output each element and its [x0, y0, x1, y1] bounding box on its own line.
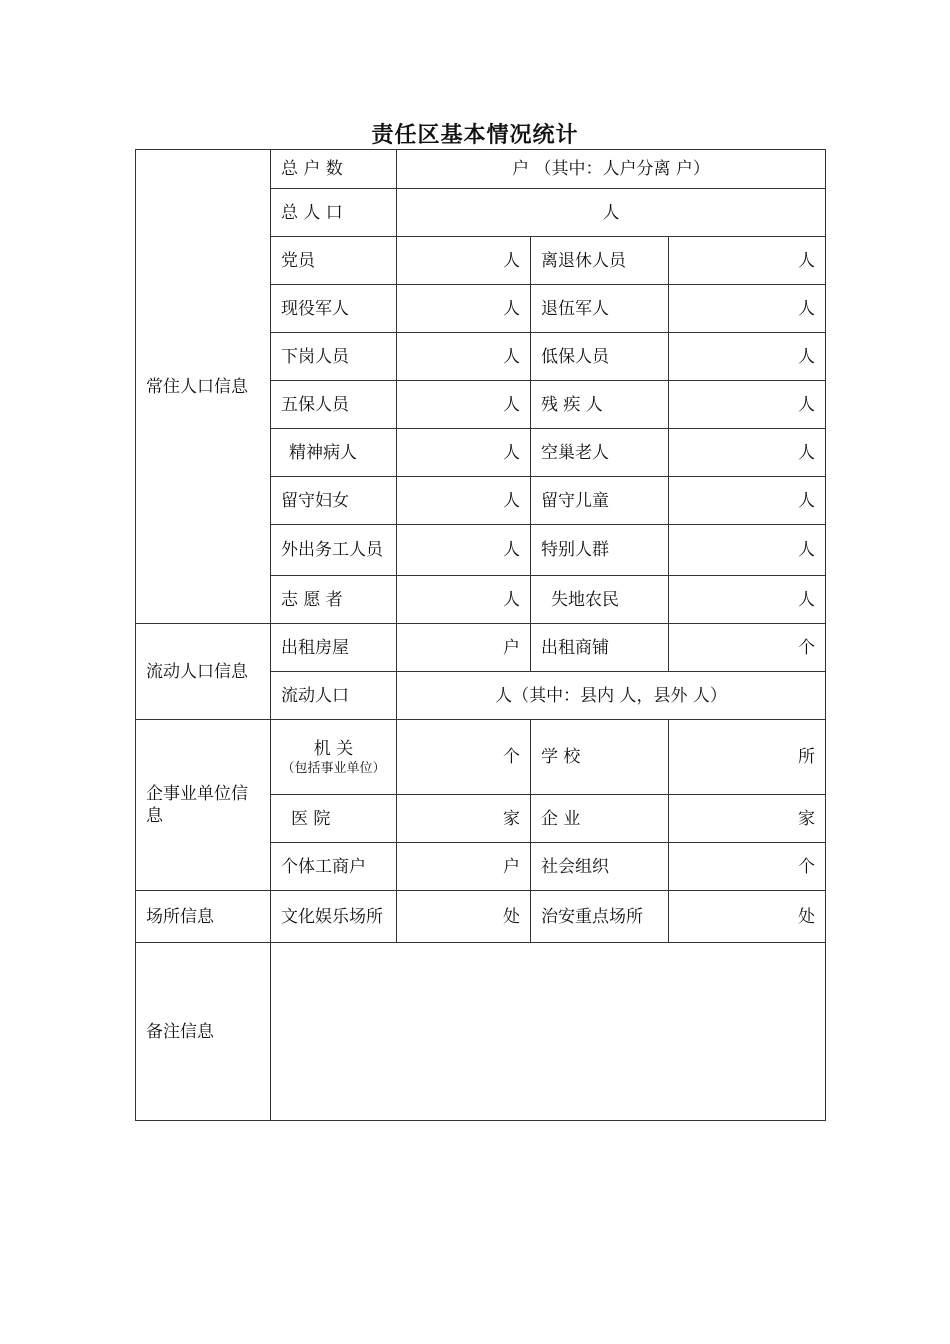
- section-enterprise: 企事业单位信息: [136, 720, 271, 891]
- households-label: 总 户 数: [271, 150, 397, 189]
- row-label: 党员: [271, 237, 397, 285]
- table-row: [136, 891, 826, 943]
- section-notes: 备注信息: [136, 943, 271, 1121]
- row-unit[interactable]: 人: [397, 576, 531, 624]
- floating-pop-value[interactable]: 人（其中：县内 人，县外 人）: [397, 672, 826, 720]
- company-unit[interactable]: 家: [669, 795, 826, 843]
- row-unit[interactable]: 人: [669, 429, 826, 477]
- row-unit[interactable]: 人: [397, 381, 531, 429]
- hospital-label: 医 院: [271, 795, 397, 843]
- org-cell: [271, 720, 397, 795]
- row-label: 现役军人: [271, 285, 397, 333]
- entertainment-unit[interactable]: 处: [397, 891, 531, 943]
- row-unit[interactable]: 人: [669, 525, 826, 576]
- company-label: 企 业: [531, 795, 669, 843]
- row-label: 低保人员: [531, 333, 669, 381]
- rent-house-unit[interactable]: 户: [397, 624, 531, 672]
- social-org-label: 社会组织: [531, 843, 669, 891]
- hospital-unit[interactable]: 家: [397, 795, 531, 843]
- households-value[interactable]: 户 （其中：人户分离 户）: [397, 150, 826, 189]
- table-row: [136, 624, 826, 672]
- entertainment-label: 文化娱乐场所: [271, 891, 397, 943]
- page-title: 责任区基本情况统计: [371, 122, 579, 148]
- row-unit[interactable]: 人: [397, 429, 531, 477]
- table-row: [136, 720, 826, 795]
- org-note: （包括事业单位）: [281, 760, 386, 776]
- section-venue: 场所信息: [136, 891, 271, 943]
- row-label: 志 愿 者: [271, 576, 397, 624]
- table-row: [136, 150, 826, 189]
- row-unit[interactable]: 人: [669, 477, 826, 525]
- security-label: 治安重点场所: [531, 891, 669, 943]
- row-label: 外出务工人员: [271, 525, 397, 576]
- row-unit[interactable]: 人: [669, 285, 826, 333]
- section-resident: 常住人口信息: [136, 150, 271, 624]
- row-label: 留守妇女: [271, 477, 397, 525]
- population-label: 总 人 口: [271, 189, 397, 237]
- row-label: 离退休人员: [531, 237, 669, 285]
- org-label: 机 关: [313, 738, 354, 759]
- school-unit[interactable]: 所: [669, 720, 826, 795]
- table-row: [136, 943, 826, 1121]
- rent-shop-unit[interactable]: 个: [669, 624, 826, 672]
- row-label: 退伍军人: [531, 285, 669, 333]
- row-label: 精神病人: [271, 429, 397, 477]
- notes-content[interactable]: [271, 943, 826, 1121]
- row-unit[interactable]: 人: [669, 237, 826, 285]
- self-employed-unit[interactable]: 户: [397, 843, 531, 891]
- school-label: 学 校: [531, 720, 669, 795]
- row-label: 特别人群: [531, 525, 669, 576]
- row-label: 留守儿童: [531, 477, 669, 525]
- row-label: 空巢老人: [531, 429, 669, 477]
- floating-pop-label: 流动人口: [271, 672, 397, 720]
- row-unit[interactable]: 人: [669, 381, 826, 429]
- population-value[interactable]: 人: [397, 189, 826, 237]
- row-unit[interactable]: 人: [397, 477, 531, 525]
- row-unit[interactable]: 人: [397, 237, 531, 285]
- row-label: 残 疾 人: [531, 381, 669, 429]
- row-unit[interactable]: 人: [397, 333, 531, 381]
- self-employed-label: 个体工商户: [271, 843, 397, 891]
- social-org-unit[interactable]: 个: [669, 843, 826, 891]
- row-unit[interactable]: 人: [397, 525, 531, 576]
- section-floating: 流动人口信息: [136, 624, 271, 720]
- row-label: 五保人员: [271, 381, 397, 429]
- rent-house-label: 出租房屋: [271, 624, 397, 672]
- rent-shop-label: 出租商铺: [531, 624, 669, 672]
- row-unit[interactable]: 人: [397, 285, 531, 333]
- row-unit[interactable]: 人: [669, 576, 826, 624]
- row-unit[interactable]: 人: [669, 333, 826, 381]
- security-unit[interactable]: 处: [669, 891, 826, 943]
- statistics-table: [135, 149, 826, 1121]
- row-label: 下岗人员: [271, 333, 397, 381]
- row-label: 失地农民: [531, 576, 669, 624]
- org-unit[interactable]: 个: [397, 720, 531, 795]
